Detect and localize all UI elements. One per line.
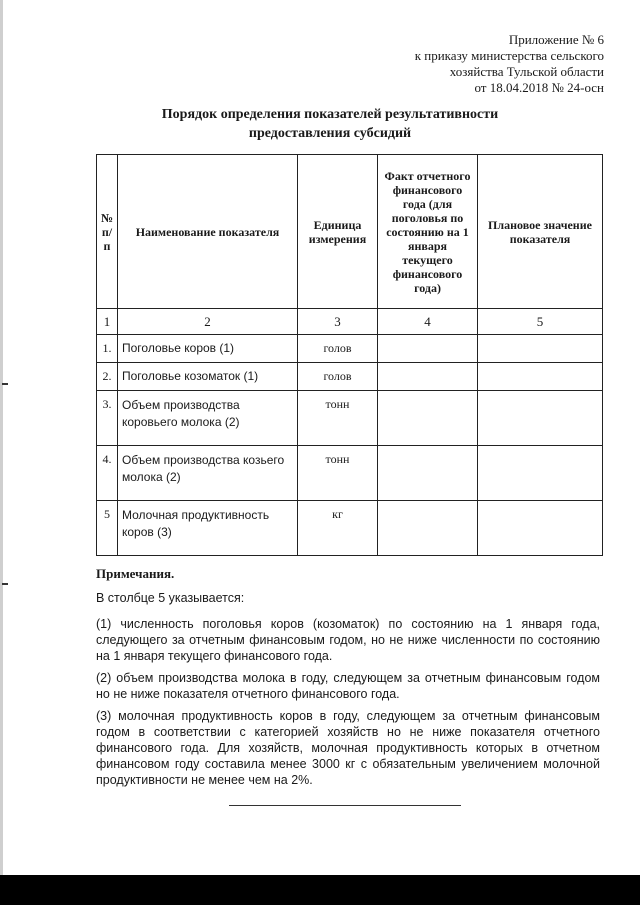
header-num: № п/п	[97, 155, 118, 309]
table-header-row	[97, 155, 603, 309]
fact-value	[378, 501, 478, 556]
appendix-line: Приложение № 6	[508, 32, 604, 47]
column-number: 5	[478, 309, 603, 335]
plan-value	[478, 335, 603, 363]
fact-value	[378, 363, 478, 391]
column-number: 2	[118, 309, 298, 335]
table-row	[97, 446, 603, 501]
indicator-unit: тонн	[298, 391, 378, 446]
indicator-unit: кг	[298, 501, 378, 556]
column-number: 3	[298, 309, 378, 335]
scan-mark	[2, 383, 8, 385]
notes-intro: В столбце 5 указывается:	[96, 591, 245, 605]
plan-value	[478, 363, 603, 391]
note-item: (3) молочная продуктивность коров в году, следующем за отчетным финансовым годом в соответствии с категорией хозяйств но не ниже показателя отчетного финансового года. Для хозяйств, молочная продуктивность которых в отчетном финансовом году составила менее 3000 кг с обязательным увеличением молочной продуктивности не менее чем на 2%.	[96, 709, 600, 787]
column-number: 1	[97, 309, 118, 335]
indicator-unit: тонн	[298, 446, 378, 501]
indicator-name: Объем производства козьего молока (2)	[118, 446, 298, 501]
indicator-name: Поголовье козоматок (1)	[118, 363, 298, 391]
title-line: предоставления субсидий	[248, 126, 412, 141]
note-item: (2) объем производства молока в году, следующем за отчетным финансовым годом но не ниже показателя отчетного финансового года.	[96, 671, 600, 701]
scan-mark	[2, 583, 8, 585]
table-row	[97, 363, 603, 391]
scan-border	[0, 875, 640, 905]
title-line: Порядок определения показателей результативности	[161, 107, 499, 122]
column-number: 4	[378, 309, 478, 335]
fact-value	[378, 446, 478, 501]
indicator-unit: голов	[298, 363, 378, 391]
indicator-name: Объем производства коровьего молока (2)	[118, 391, 298, 446]
appendix-line: хозяйства Тульской области	[449, 64, 604, 79]
indicator-name: Поголовье коров (1)	[118, 335, 298, 363]
table-row	[97, 335, 603, 363]
closing-rule	[229, 805, 461, 806]
plan-value	[478, 446, 603, 501]
row-number: 2.	[97, 363, 118, 391]
column-numbers-row	[97, 309, 603, 335]
header-name: Наименование показателя	[118, 155, 298, 309]
table-row	[97, 391, 603, 446]
fact-value	[378, 335, 478, 363]
note-item: (1) численность поголовья коров (козоматок) по состоянию на 1 января года, следующего за отчетным финансовым годом, но не ниже численности по состоянию на 1 января текущего финансового года.	[96, 617, 600, 663]
row-number: 3.	[97, 391, 118, 446]
indicators-table	[96, 154, 603, 556]
plan-value	[478, 501, 603, 556]
header-plan: Плановое значение показателя	[478, 155, 603, 309]
appendix-reference	[380, 32, 604, 96]
plan-value	[478, 391, 603, 446]
header-fact: Факт отчетного финансового года (для поголовья по состоянию на 1 января текущего финансового года)	[378, 155, 478, 309]
table-row	[97, 501, 603, 556]
indicator-name: Молочная продуктивность коров (3)	[118, 501, 298, 556]
row-number: 4.	[97, 446, 118, 501]
notes-title: Примечания.	[96, 566, 175, 581]
appendix-line: от 18.04.2018 № 24-осн	[474, 80, 604, 95]
header-unit: Единица измерения	[298, 155, 378, 309]
fact-value	[378, 391, 478, 446]
document-title	[120, 105, 540, 143]
row-number: 1.	[97, 335, 118, 363]
appendix-line: к приказу министерства сельского	[414, 48, 604, 63]
row-number: 5	[97, 501, 118, 556]
scan-edge	[0, 0, 3, 905]
indicator-unit: голов	[298, 335, 378, 363]
